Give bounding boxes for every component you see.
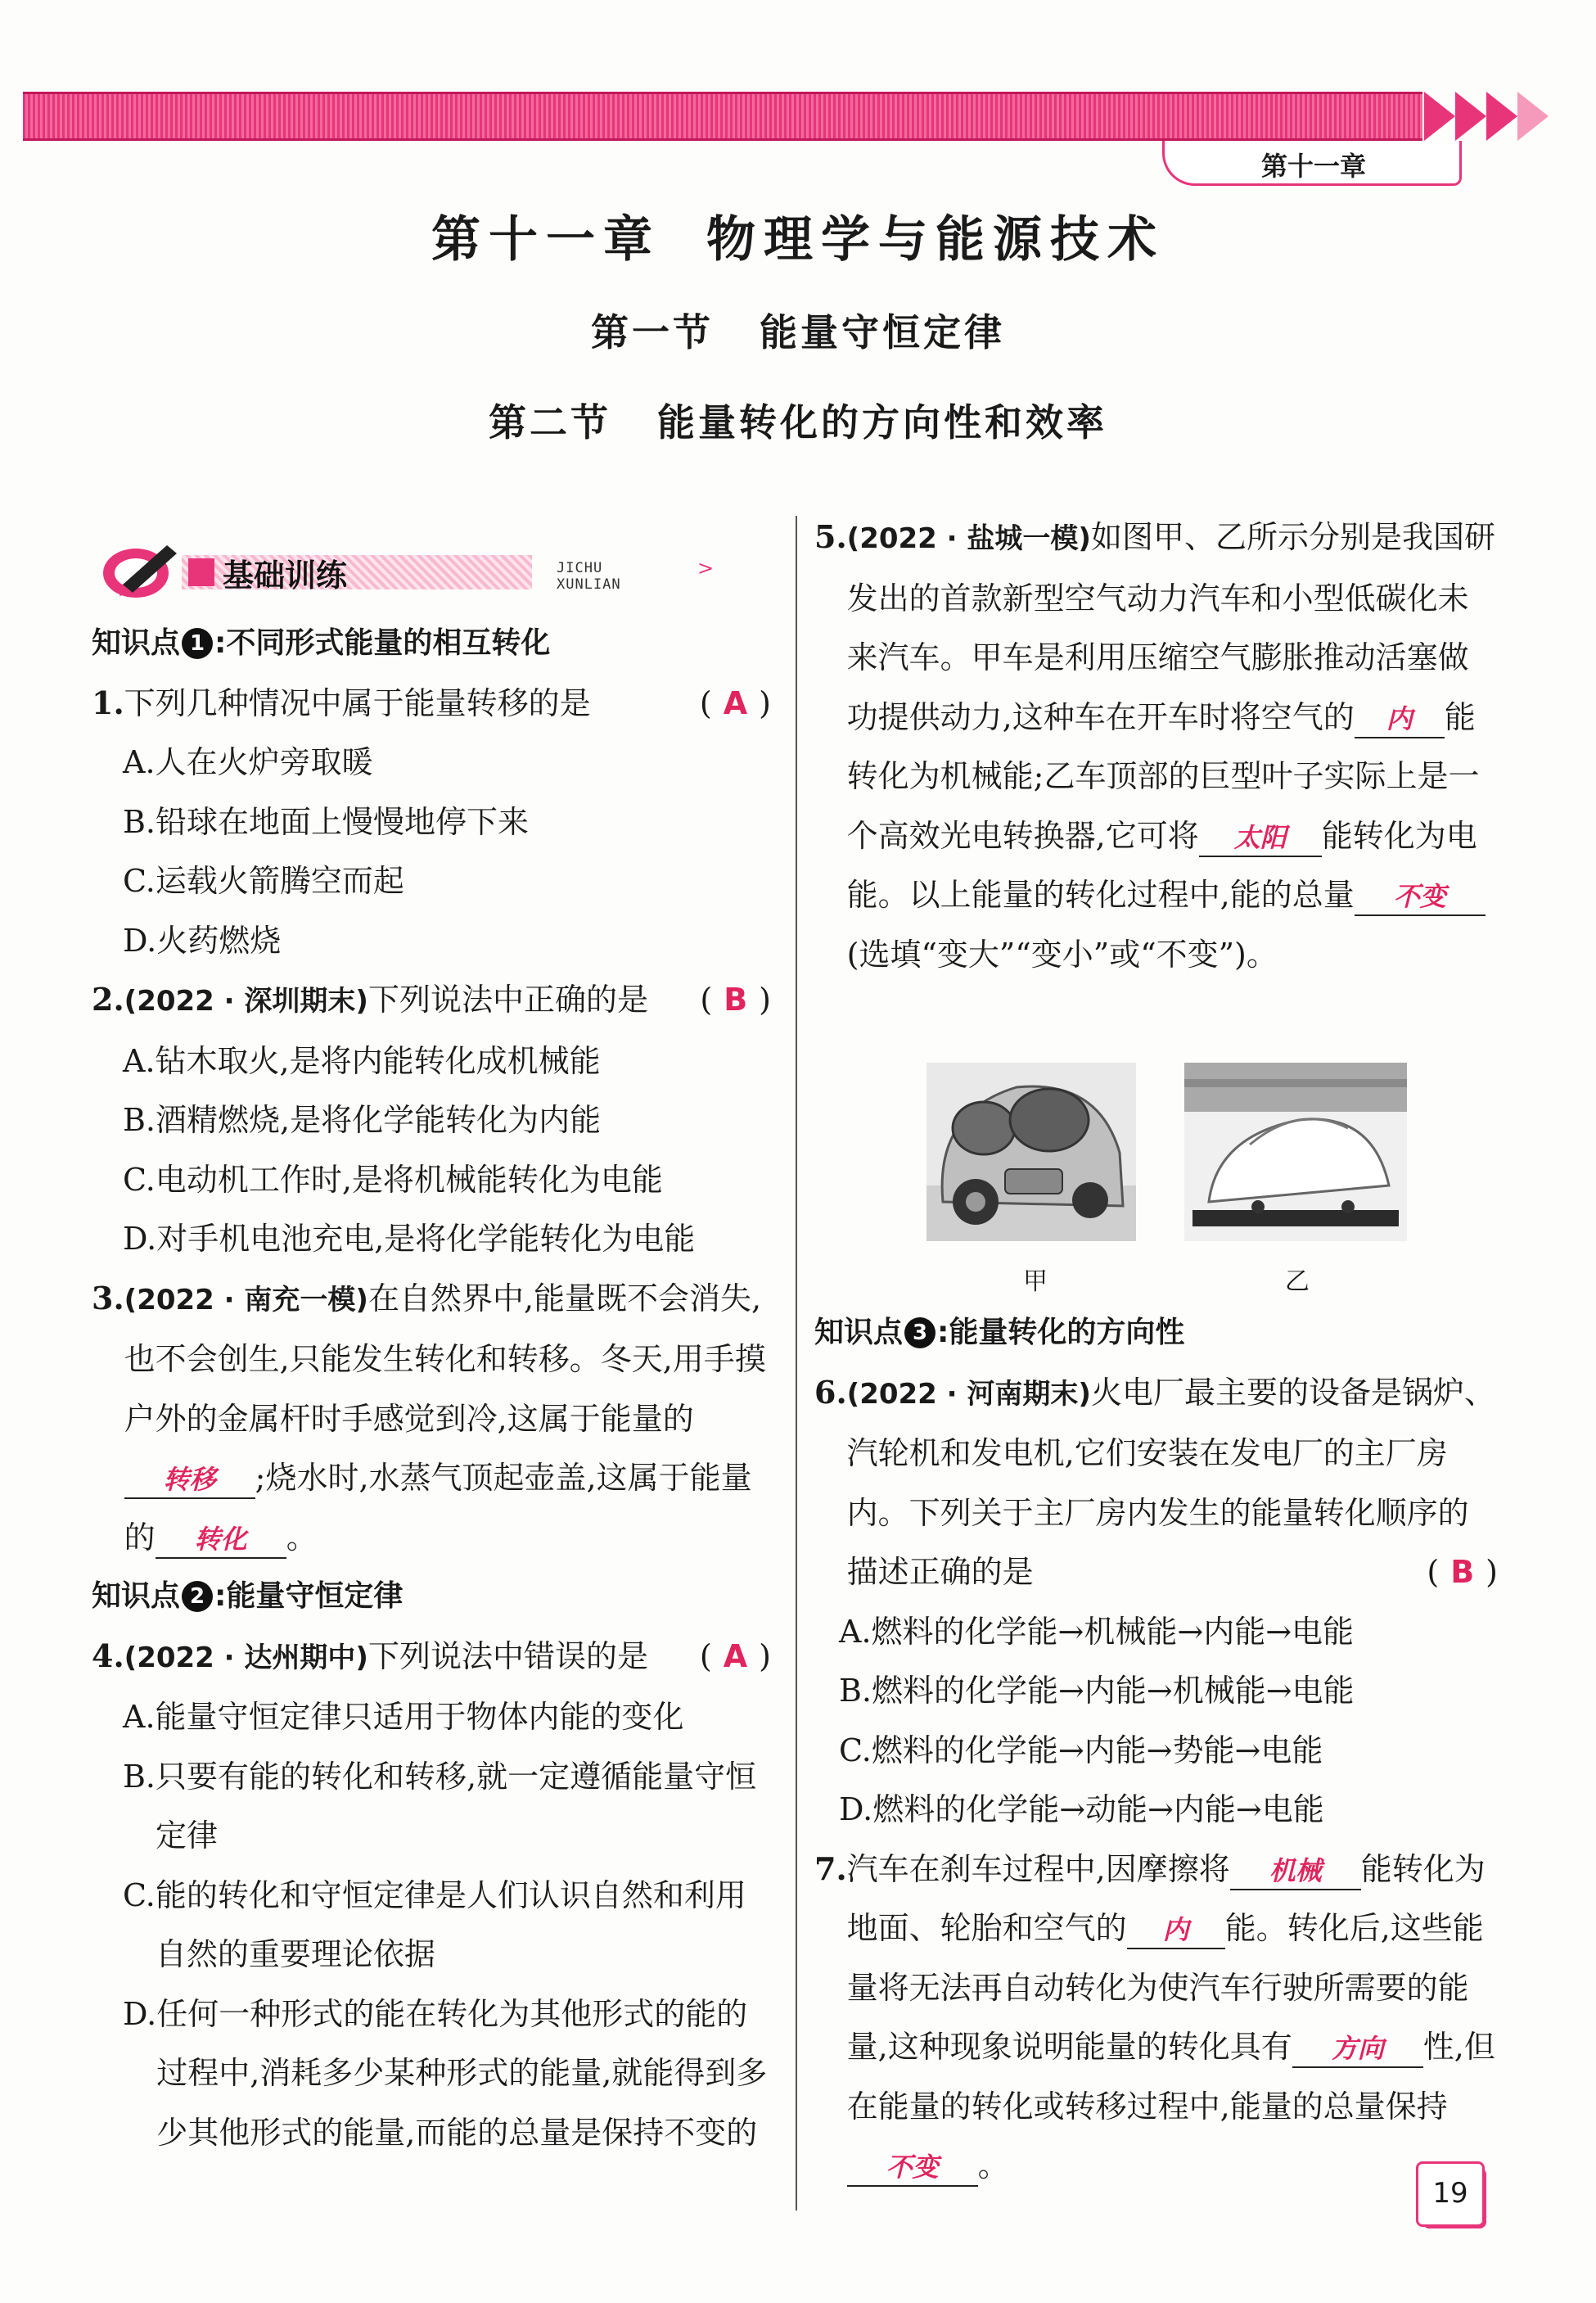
section1-title: 第一节 能量守恒定律 (591, 310, 1005, 354)
option: A. 钻木取火,是将内能转化成机械能 (123, 1042, 601, 1079)
knowledge-point-1: 知识点 1 :不同形式能量的相互转化 (92, 626, 551, 660)
answer-blank: 转移 (124, 1461, 255, 1499)
question-5: 5. (2022 · 盐城一模)如图甲、乙所示分别是我国研发出的首款新型空气动力汽车和小型低碳化未来汽车。甲车是利用压缩空气膨胀推动活塞做功提供动力,这种车在开车时将空气的 内 能转化为机械能;乙车顶部的巨型叶子实际上是一个高效光电转换器,它可将 太阳 能转化为电能。以上能量的转化过程中,能的总量 不变(选填“变大”“变小”或“不变”)。 (814, 518, 1495, 973)
chevron-icon (1455, 92, 1486, 141)
answer-blank: 转化 (156, 1521, 286, 1559)
chapter-title: 第十一章 物理学与能源技术 (431, 211, 1165, 269)
question-7: 7. 汽车在刹车过程中,因摩擦将 机械 能转化为地面、轮胎和空气的 内 能。转化后,这些能量将无法再自动转化为使汽车行驶所需要的能量,这种现象说明能量的转化具有 方向 性,但在能量的转化或转移过程中,能量的总量保持不变 。 (814, 1840, 1498, 2196)
answer-paren: ( B ) (1427, 1554, 1498, 1590)
chevron-icon (1517, 92, 1549, 141)
answer-paren: ( B ) (700, 982, 771, 1018)
question-3: 3. (2022 · 南充一模)在自然界中,能量既不会消失,也不会创生,只能发生转化和转移。冬天,用手摸户外的金属杆时手感觉到冷,这属于能量的转移 ;烧水时,水蒸气顶起壶盖,这属于能量的 转化 。 (92, 1269, 771, 1568)
question-4: 4. (2022 · 达州期中)下列说法中错误的是 ( A ) (92, 1627, 771, 1688)
answer-blank: 内 (1355, 701, 1445, 738)
answer-blank: 太阳 (1199, 820, 1322, 857)
option: D. 任何一种形式的能在转化为其他形式的能的过程中,消耗多少某种形式的能量,就能得到多少其他形式的能量,而能的总量是保持不变的 (123, 1995, 768, 2151)
figure-caption-left: 甲 (1023, 1267, 1048, 1296)
option: A. 能量守恒定律只适用于物体内能的变化 (123, 1699, 684, 1735)
option: C. 电动机工作时,是将机械能转化为电能 (123, 1161, 663, 1198)
arrow-icon: > (697, 557, 715, 580)
chevron-icon (1486, 92, 1517, 141)
option: D. 对手机电池充电,是将化学能转化为电能 (123, 1221, 696, 1257)
chapter-tab: 第十一章 (1162, 141, 1462, 186)
option: C. 能的转化和守恒定律是人们认识自然和利用自然的重要理论依据 (123, 1876, 746, 1972)
answer-blank: 内 (1127, 1912, 1225, 1949)
right-column (814, 508, 1498, 984)
question-2: 2. (2022 · 深圳期末)下列说法中正确的是 ( B ) (92, 970, 771, 1032)
right-column-lower (814, 1303, 1498, 2196)
section2-title: 第二节 能量转化的方向性和效率 (489, 400, 1107, 445)
solar-car-photo (1184, 1063, 1407, 1241)
option: B. 酒精燃烧,是将化学能转化为内能 (123, 1102, 602, 1138)
air-powered-car-photo (926, 1063, 1136, 1241)
question-6: 6. (2022 · 河南期末)火电厂最主要的设备是锅炉、汽轮机和发电机,它们安装在发电厂的主厂房内。下列关于主厂房内发生的能量转化顺序的描述正确的是 ( B ) (814, 1363, 1498, 1602)
option: A. 燃料的化学能→机械能→内能→电能 (839, 1613, 1355, 1650)
answer-blank: 不变 (1355, 878, 1486, 916)
knowledge-point-2: 知识点 2 :能量守恒定律 (92, 1579, 404, 1613)
page-number: 19 (1416, 2161, 1485, 2227)
option: B. 只要有能的转化和转移,就一定遵循能量守恒定律 (123, 1758, 757, 1854)
knowledge-point-3: 知识点 3 :能量转化的方向性 (814, 1316, 1185, 1349)
option: B. 铅球在地面上慢慢地停下来 (123, 803, 530, 840)
option: B. 燃料的化学能→内能→机械能→电能 (839, 1673, 1355, 1709)
pen-icon (98, 539, 188, 604)
chevron-icon (1424, 92, 1455, 141)
answer-blank: 方向 (1292, 2030, 1423, 2068)
figure-caption-right: 乙 (1285, 1267, 1310, 1296)
option: C. 燃料的化学能→内能→势能→电能 (839, 1732, 1323, 1768)
basic-training-banner: 基础训练 JICHU XUNLIAN > (92, 539, 632, 604)
answer-blank: 机械 (1230, 1853, 1361, 1890)
header-band (23, 92, 1422, 141)
option: D. 火药燃烧 (123, 922, 282, 959)
answer-paren: ( A ) (699, 684, 771, 721)
answer-blank: 不变 (847, 2149, 978, 2187)
option: A. 人在火炉旁取暖 (123, 744, 373, 780)
option: D. 燃料的化学能→动能→内能→电能 (839, 1791, 1324, 1827)
option: C. 运载火箭腾空而起 (123, 863, 404, 899)
column-divider (796, 516, 797, 2210)
answer-paren: ( A ) (699, 1637, 771, 1674)
left-column (92, 614, 771, 2162)
question-1: 1. 下列几种情况中属于能量转移的是 ( A ) (92, 674, 771, 734)
